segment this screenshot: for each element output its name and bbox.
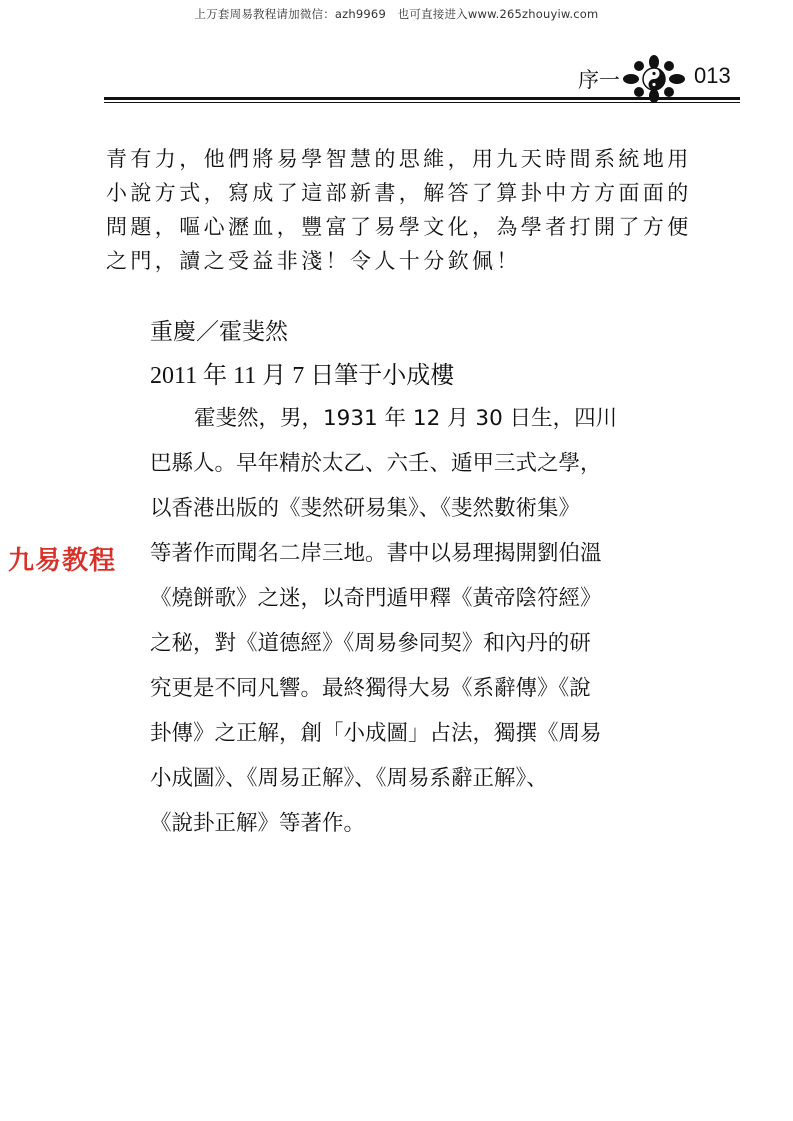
text-line: 青有力，他們將易學智慧的思維，用九天時間系統地用 xyxy=(106,147,692,171)
watermark-text: 九易教程 xyxy=(8,546,117,576)
text-line: 小成圖》、《周易正解》、《周易系辭正解》、 xyxy=(150,766,548,791)
signature-author: 重慶／霍斐然 xyxy=(150,319,288,345)
header-rule-thin xyxy=(104,102,740,103)
text-line: 小說方式，寫成了這部新書，解答了算卦中方方面面的 xyxy=(106,181,692,205)
text-line: 問題，嘔心瀝血，豐富了易學文化，為學者打開了方便 xyxy=(106,215,692,239)
text-line: 《說卦正解》等著作。 xyxy=(150,811,366,836)
text-line: 巴縣人。早年精於太乙、六壬、遁甲三式之學， xyxy=(150,451,602,476)
paragraph-continued xyxy=(106,142,706,278)
author-bio xyxy=(150,396,670,846)
chapter-title: 序一 xyxy=(578,68,620,92)
text-line: 等著作而聞名二岸三地。書中以易理揭開劉伯溫 xyxy=(150,541,602,566)
signature-date: 2011 年 11 月 7 日筆于小成樓 xyxy=(150,363,455,389)
text-line: 之門，讀之受益非淺！令人十分欽佩！ xyxy=(106,249,521,273)
page-number: 013 xyxy=(694,63,731,88)
text-line: 之秘，對《道德經》《周易參同契》和內丹的研 xyxy=(150,631,591,656)
text-line: 究更是不同凡響。最終獨得大易《系辭傳》《說 xyxy=(150,676,591,701)
top-banner: 上万套周易教程请加微信：azh9969 也可直接进入www.265zhouyiw.com xyxy=(194,7,599,21)
header-rule-thick xyxy=(104,97,740,100)
text-line: 《燒餅歌》之迷，以奇門遁甲釋《黃帝陰符經》 xyxy=(150,586,602,611)
text-line: 卦傳》之正解，創「小成圖」占法，獨撰《周易 xyxy=(150,721,602,746)
text-line: 霍斐然，男，1931 年 12 月 30 日生，四川 xyxy=(194,406,618,431)
text-line: 以香港出版的《斐然研易集》、《斐然數術集》 xyxy=(150,496,581,521)
